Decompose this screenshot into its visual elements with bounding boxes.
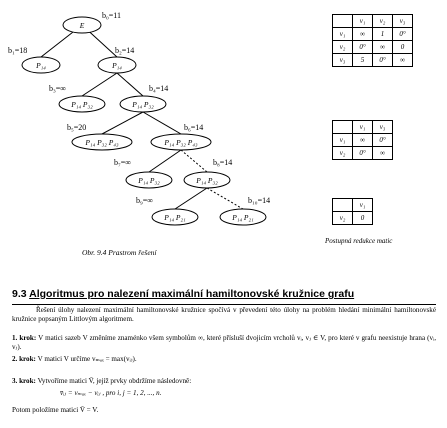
bound-b3: b₃=∞ [49,84,67,93]
matrix-2-cell: ∞ [353,134,373,147]
matrix-2-col: v₁ [353,121,373,134]
step-3-formula: v̄ᵢⱼ = vₘₐₓ − vᵢⱼ , pro i, j = 1, 2, ..., n. [60,389,162,397]
matrix-2-cell: 0° [373,134,393,147]
matrix-2 [332,120,393,160]
matrix-1-cell: 0° [393,28,413,41]
tree-node-6-label: P₁₄ P₃₂ P₄₃ [164,138,198,147]
matrix-2-header [333,121,393,134]
step-2-paragraph [12,355,436,364]
bound-b5: b₅=20 [67,123,87,132]
matrix-3-rowhead: v₂ [333,212,353,225]
matrix-1-cell: ∞ [393,54,413,67]
tree-node-3-label: P₁₄ P₃₂ [71,100,93,109]
matrix-1-col: v₃ [393,15,413,28]
solution-tree-diagram [0,0,300,262]
matrix-1-cell: 0° [373,54,393,67]
matrix-1-header [333,15,413,28]
tree-node-4-label: P₁₄ P₃₂ [132,100,154,109]
matrix-3 [332,198,373,225]
matrix-2-row [333,147,393,160]
tree-node-8-label: P₁₄ P₃₂ [196,176,218,185]
matrix-3-cell: 0 [353,212,373,225]
step-1-text: V matici sazeb V změníme znaménko všem symbolům ∞, které přísluší dvojicím vrcholů vᵢ, vⱼ ∈ V, pro které v grafu neexistuje hrana (vᵢ, vⱼ). [12,334,436,352]
final-paragraph: Potom položíme matici V̄ = V. [12,406,99,414]
step-2-label: 2. krok: [12,355,36,363]
matrix-1-rowhead: v₂ [333,41,353,54]
matrix-3-header [333,199,373,212]
tree-node-7-label: P₁₄ P₃₂ [138,176,160,185]
tree-node-10-label: P₁₄ P₂₁ [232,213,254,222]
matrix-3-corner [333,199,353,212]
matrix-1-cell: 0° [353,41,373,54]
matrix-1-cell: 5 [353,54,373,67]
matrix-1-col: v₂ [373,15,393,28]
matrix-2-rowhead: v₁ [333,134,353,147]
tree-node-root-label: E [79,21,85,30]
intro-paragraph: Řešení úlohy nalezení maximální hamiltonovské kružnice spočívá v převedení této úlohy na problém hledání minimální hamiltonovské kružnice popsaným Littlovým algoritmem. [12,306,436,324]
matrix-1-cell: ∞ [373,41,393,54]
step-2-text: V matici V určíme vₘₐₓ = max(vᵢⱼ). [37,355,137,363]
matrix-3-row [333,212,373,225]
matrices-caption: Postupná redukce matic [325,237,393,245]
matrix-3-col: v₁ [353,199,373,212]
matrix-1-cell: ∞ [353,28,373,41]
bound-b4: b₄=14 [149,84,169,93]
step-1-paragraph [12,334,436,353]
matrix-2-cell: ∞ [373,147,393,160]
matrix-2-col: v₃ [373,121,393,134]
matrix-1-row [333,28,413,41]
step-3-label: 3. krok: [12,377,36,385]
matrix-1 [332,14,413,67]
bound-b10: b₁₀=14 [248,196,271,205]
bound-b6: b₆=14 [184,123,204,132]
section-title: Algoritmus pro nalezení maximální hamiltonovské kružnice grafu [29,288,355,300]
matrix-2-rowhead: v₂ [333,147,353,160]
bound-b9: b₉=∞ [136,196,154,205]
matrix-1-cell: 0 [393,41,413,54]
tree-node-5-label: P₁₄ P₃₂ P₄₃ [85,138,119,147]
section-number: 9.3 [12,288,27,300]
step-3-text: Vytvoříme matici V̄, jejíž prvky obdržíme následovně: [37,377,192,385]
matrix-1-rowhead: v₃ [333,54,353,67]
tree-node-9-label: P₁₄ P₂₁ [164,213,186,222]
matrix-1-cell: 1 [373,28,393,41]
matrix-1-rowhead: v₁ [333,28,353,41]
matrix-1-row [333,41,413,54]
matrix-2-row [333,134,393,147]
tree-node-1-label: P₁₄ [36,61,46,70]
bound-b0: b₀=11 [102,11,122,20]
section-heading [12,288,354,300]
bound-b2: b₂=14 [115,46,135,55]
matrix-2-cell: 0° [353,147,373,160]
matrix-1-col: v₁ [353,15,373,28]
step-3-paragraph [12,377,436,386]
matrix-1-corner [333,15,353,28]
tree-node-2-label: P₁₄ [112,61,122,70]
bound-b7: b₇=∞ [114,158,132,167]
bound-b1: b₁=18 [8,46,28,55]
section-divider [12,304,436,305]
matrix-2-corner [333,121,353,134]
matrix-1-row [333,54,413,67]
bound-b8: b₈=14 [213,158,233,167]
step-1-label: 1. krok: [12,334,37,342]
tree-caption: Obr. 9.4 Prastrom řešení [82,248,157,257]
